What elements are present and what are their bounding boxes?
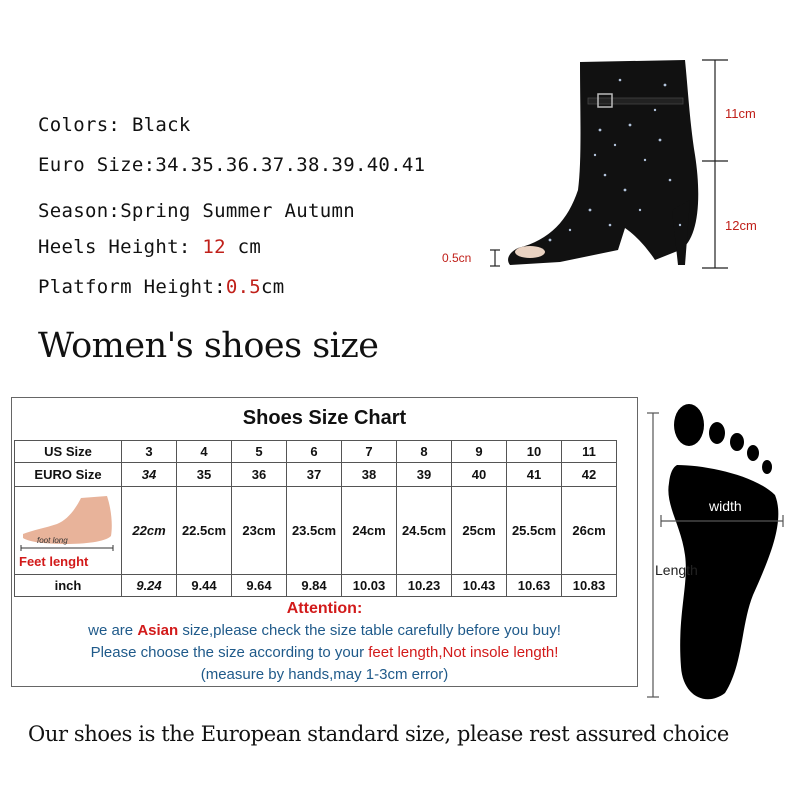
size-chart-title: Shoes Size Chart — [242, 407, 407, 429]
spec-euro-size — [38, 154, 425, 176]
euro-size-cell: 34 — [122, 463, 177, 487]
size-chart — [11, 397, 638, 687]
us-size-cell: 11 — [562, 441, 617, 463]
dim-platform-label: 0.5cn — [442, 251, 472, 265]
us-size-row — [15, 441, 617, 463]
colors-value: Black — [131, 114, 191, 136]
heels-label: Heels Height: — [38, 236, 191, 258]
inch-row — [15, 575, 617, 597]
feet-length-cell: 23cm — [232, 487, 287, 575]
feet-length-label-cell — [15, 487, 122, 575]
platform-value: 0.5 — [225, 276, 262, 298]
us-size-cell: 6 — [287, 441, 342, 463]
attention-line-1 — [12, 620, 637, 642]
footprint-diagram — [645, 395, 795, 705]
feet-length-row — [15, 487, 617, 575]
inch-cell: 10.43 — [452, 575, 507, 597]
boot-illustration — [508, 60, 698, 265]
inch-cell: 10.23 — [397, 575, 452, 597]
feet-length-cell: 24.5cm — [397, 487, 452, 575]
spec-platform-height — [38, 276, 285, 298]
attention-line-2 — [12, 642, 637, 664]
size-heading: Women's shoes size — [38, 326, 379, 366]
inch-cell: 9.64 — [232, 575, 287, 597]
euro-size-label: Euro Size: — [38, 154, 156, 176]
attention-feet-length: feet length,Not insole length! — [368, 644, 559, 661]
attention-title: Attention: — [286, 600, 363, 617]
feet-length-cell: 23.5cm — [287, 487, 342, 575]
inch-label: inch — [15, 575, 122, 597]
foot-measure-icon — [15, 490, 121, 552]
attention-line-2-pre: Please choose the size according to your — [90, 644, 369, 661]
inch-cell: 10.63 — [507, 575, 562, 597]
footprint-length-label: Length — [655, 562, 698, 578]
inch-cell: 9.84 — [287, 575, 342, 597]
feet-length-cell: 22.5cm — [177, 487, 232, 575]
inch-cell: 9.24 — [122, 575, 177, 597]
euro-size-value: 34.35.36.37.38.39.40.41 — [155, 154, 426, 176]
inch-cell: 10.83 — [562, 575, 617, 597]
dim-shaft-label: 11cm — [725, 106, 756, 121]
inch-cell: 10.03 — [342, 575, 397, 597]
dim-heel-label: 12cm — [725, 218, 757, 233]
heels-unit: cm — [237, 236, 262, 258]
us-size-label: US Size — [15, 441, 122, 463]
platform-label: Platform Height: — [38, 276, 226, 298]
spec-colors — [38, 114, 191, 136]
euro-size-row — [15, 463, 617, 487]
size-table — [14, 440, 617, 597]
us-size-cell: 5 — [232, 441, 287, 463]
feet-length-cell: 22cm — [122, 487, 177, 575]
platform-unit: cm — [261, 276, 285, 298]
attention-notice — [12, 598, 637, 686]
foot-long-caption: foot long — [37, 535, 68, 545]
feet-length-cell: 24cm — [342, 487, 397, 575]
us-size-cell: 9 — [452, 441, 507, 463]
euro-size-cell: 42 — [562, 463, 617, 487]
us-size-cell: 4 — [177, 441, 232, 463]
feet-length-cell: 25.5cm — [507, 487, 562, 575]
attention-line-1-post: size,please check the size table carefully before you buy! — [178, 622, 561, 639]
attention-line-1-pre: we are — [88, 622, 138, 639]
spec-heels-height — [38, 236, 261, 258]
footer-note: Our shoes is the European standard size, please rest assured choice — [28, 722, 729, 746]
season-label: Season: — [38, 200, 121, 222]
inch-cell: 9.44 — [177, 575, 232, 597]
euro-size-cell: 38 — [342, 463, 397, 487]
season-value: Spring Summer Autumn — [120, 200, 355, 222]
footprint-icon — [668, 404, 778, 699]
euro-size-label-cell: EURO Size — [15, 463, 122, 487]
euro-size-cell: 39 — [397, 463, 452, 487]
euro-size-cell: 35 — [177, 463, 232, 487]
product-image — [440, 50, 780, 300]
attention-line-3: (measure by hands,may 1-3cm error) — [200, 666, 449, 683]
euro-size-cell: 40 — [452, 463, 507, 487]
us-size-cell: 3 — [122, 441, 177, 463]
euro-size-cell: 37 — [287, 463, 342, 487]
us-size-cell: 10 — [507, 441, 562, 463]
feet-length-cell: 25cm — [452, 487, 507, 575]
colors-label: Colors: — [38, 114, 121, 136]
footprint-width-label: width — [709, 498, 742, 514]
euro-size-cell: 41 — [507, 463, 562, 487]
spec-season — [38, 200, 355, 222]
us-size-cell: 7 — [342, 441, 397, 463]
attention-asian: Asian — [137, 622, 179, 639]
feet-length-cell: 26cm — [562, 487, 617, 575]
euro-size-cell: 36 — [232, 463, 287, 487]
feet-length-label: Feet lenght — [19, 553, 89, 569]
us-size-cell: 8 — [397, 441, 452, 463]
heels-value: 12 — [202, 236, 226, 258]
